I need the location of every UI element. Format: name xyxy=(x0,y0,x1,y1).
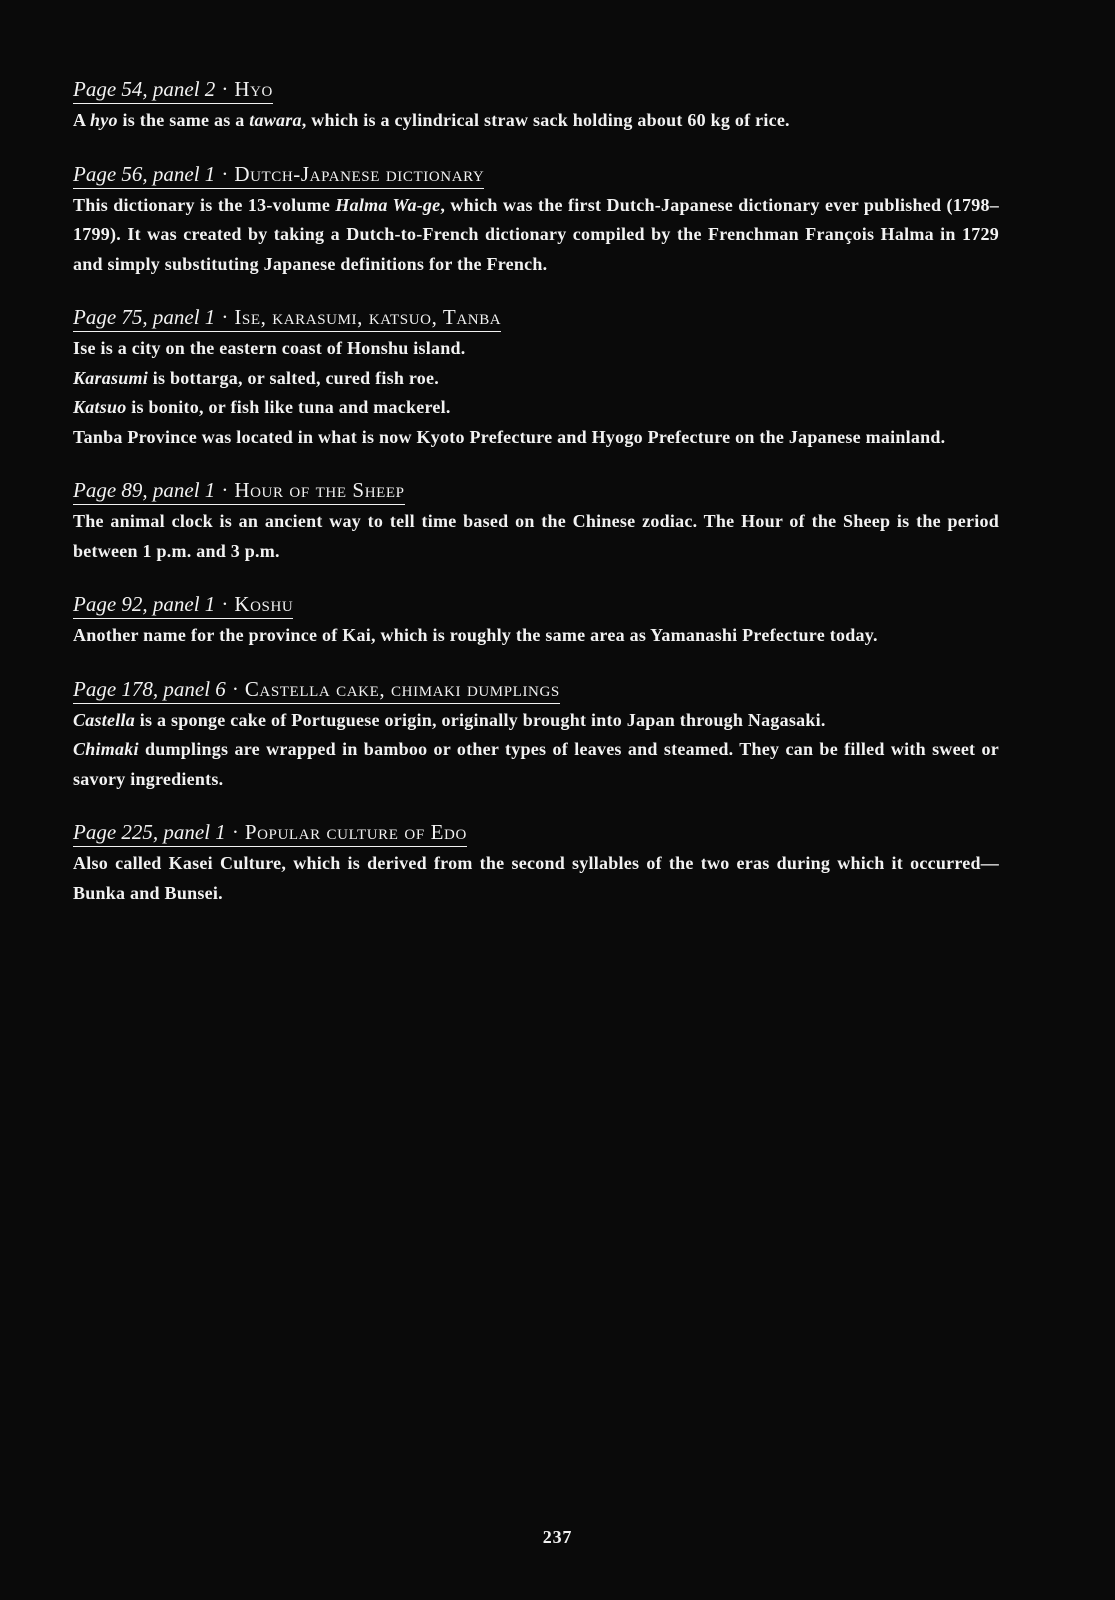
body-text: A xyxy=(73,110,91,130)
note-location: Page 75, panel 1 xyxy=(73,305,216,329)
note-term: Ise, karasumi, katsuo, Tanba xyxy=(234,305,502,329)
note-body-line xyxy=(73,334,999,364)
glossary-note xyxy=(73,76,999,136)
note-body-line xyxy=(73,393,999,423)
italic-term: Castella xyxy=(73,709,136,730)
note-body-line xyxy=(73,106,999,136)
note-location: Page 54, panel 2 xyxy=(73,77,216,101)
body-text: Tanba Province was located in what is now Kyoto Prefecture and Hyogo Prefecture on the Japanese mainland. xyxy=(73,426,946,447)
italic-term: Chimaki xyxy=(73,739,139,759)
note-term: Hyo xyxy=(234,77,273,101)
note-term: Castella cake, chimaki dumplings xyxy=(244,676,560,701)
glossary-note xyxy=(73,676,999,795)
body-text: This dictionary is the 13-volume xyxy=(73,194,336,215)
italic-term: Karasumi xyxy=(73,367,149,388)
note-body-line xyxy=(73,621,999,651)
note-term: Koshu xyxy=(234,592,294,616)
note-separator: · xyxy=(221,77,229,101)
note-body-line xyxy=(73,423,999,453)
note-location: Page 178, panel 6 xyxy=(73,676,226,701)
note-separator: · xyxy=(221,305,229,329)
note-location: Page 92, panel 1 xyxy=(73,592,216,616)
note-header xyxy=(73,76,273,104)
body-text: The animal clock is an ancient way to tell time based on the Chinese zodiac. The Hour of the Sheep is the period between 1 p.m. and 3 p.m. xyxy=(73,511,999,561)
italic-term: Halma Wa-ge xyxy=(335,194,441,215)
note-body-line xyxy=(73,735,999,794)
note-header xyxy=(73,161,484,189)
italic-term: tawara xyxy=(249,110,302,130)
body-text: , which is a cylindrical straw sack holding about 60 kg of rice. xyxy=(301,110,790,130)
note-header xyxy=(73,591,293,619)
body-text: Ise is a city on the eastern coast of Honshu island. xyxy=(73,338,466,358)
glossary-note xyxy=(73,477,999,566)
note-header xyxy=(73,477,405,505)
note-term: Dutch-Japanese dictionary xyxy=(234,161,485,186)
italic-term: hyo xyxy=(90,110,118,130)
note-term: Popular culture of Edo xyxy=(244,820,467,844)
italic-term: Katsuo xyxy=(73,397,127,417)
glossary-note xyxy=(73,304,999,452)
note-body-line xyxy=(73,849,999,908)
note-body-line xyxy=(73,364,999,394)
glossary-notes xyxy=(73,76,999,933)
body-text: , which was the first Dutch-Japanese dictionary ever published (1798–1799). It was created by taking a Dutch-to-French dictionary compiled by the Frenchman François Halma in 1729 and simply substituting Japanese definitions for the French. xyxy=(73,194,999,274)
note-body-line xyxy=(73,706,999,736)
glossary-note xyxy=(73,591,999,651)
body-text: is bottarga, or salted, cured fish roe. xyxy=(148,367,440,388)
note-header xyxy=(73,304,501,332)
note-separator: · xyxy=(231,820,239,844)
glossary-note xyxy=(73,819,999,908)
note-location: Page 56, panel 1 xyxy=(73,161,216,186)
body-text: is a sponge cake of Portuguese origin, originally brought into Japan through Nagasaki. xyxy=(135,709,826,730)
note-body-line xyxy=(73,191,999,280)
body-text: Another name for the province of Kai, which is roughly the same area as Yamanashi Prefecture today. xyxy=(73,625,878,645)
glossary-note xyxy=(73,161,999,280)
note-location: Page 89, panel 1 xyxy=(73,478,216,502)
body-text: is the same as a xyxy=(117,110,250,130)
note-body-line xyxy=(73,507,999,566)
note-separator: · xyxy=(221,478,229,502)
body-text: dumplings are wrapped in bamboo or other types of leaves and steamed. They can be filled with sweet or savory ingredients. xyxy=(73,739,999,789)
note-location: Page 225, panel 1 xyxy=(73,820,226,844)
page-number: 237 xyxy=(542,1527,573,1547)
body-text: Also called Kasei Culture, which is derived from the second syllables of the two eras during which it occurred—Bunka and Bunsei. xyxy=(73,853,999,903)
note-header xyxy=(73,676,560,704)
note-separator: · xyxy=(221,592,229,616)
note-term: Hour of the Sheep xyxy=(234,478,405,502)
body-text: is bonito, or fish like tuna and mackerel. xyxy=(126,397,451,417)
note-separator: · xyxy=(231,676,239,701)
note-header xyxy=(73,819,467,847)
note-separator: · xyxy=(221,161,229,186)
